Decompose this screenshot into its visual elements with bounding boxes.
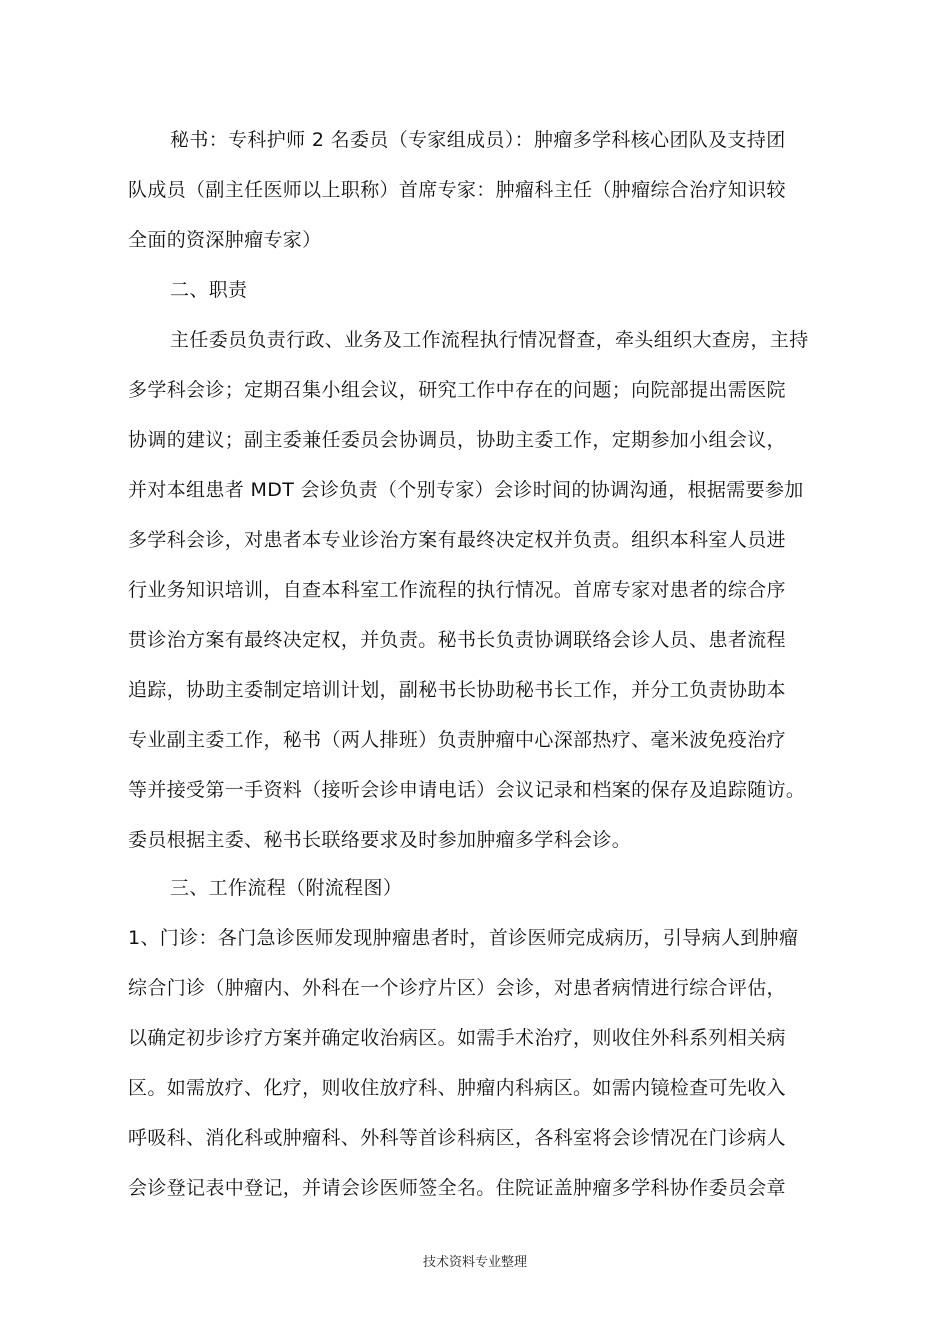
text-line: 会诊登记表中登记，并请会诊医师签全名。住院证盖肿瘤多学科协作委员会章 [128,1177,786,1199]
section-heading: 二、职责 [170,279,248,301]
section-heading: 三、工作流程（附流程图） [170,877,403,899]
text-line: 以确定初步诊疗方案并确定收治病区。如需手术治疗，则收住外科系列相关病 [128,1027,786,1049]
text-line: 协调的建议；副主委兼任委员会协调员，协助主委工作，定期参加小组会议， [128,429,786,451]
text-line: 追踪，协助主委制定培训计划，副秘书长协助秘书长工作，并分工负责协助本 [128,679,786,701]
text-line: 呼吸科、消化科或肿瘤科、外科等首诊科病区，各科室将会诊情况在门诊病人 [128,1127,786,1149]
text-line: 委员根据主委、秘书长联络要求及时参加肿瘤多学科会诊。 [128,829,632,851]
text-line: 等并接受第一手资料（接听会诊申请电话）会议记录和档案的保存及追踪随访。 [128,779,806,801]
text-line: 秘书：专科护师 2 名委员（专家组成员）：肿瘤多学科核心团队及支持团 [170,129,786,151]
text-line: 专业副主委工作，秘书（两人排班）负责肿瘤中心深部热疗、毫米波免疫治疗 [128,729,786,751]
text-line: 并对本组患者 MDT 会诊负责（个别专家）会诊时间的协调沟通，根据需要参加 [128,479,804,501]
text-line: 全面的资深肿瘤专家） [128,229,322,251]
text-line: 队成员（副主任医师以上职称）首席专家：肿瘤科主任（肿瘤综合治疗知识较 [128,179,786,201]
text-line: 区。如需放疗、化疗，则收住放疗科、肿瘤内科病区。如需内镜检查可先收入 [128,1077,786,1099]
text-line: 主任委员负责行政、业务及工作流程执行情况督查，牵头组织大查房，主持 [170,329,809,351]
text-line: 贯诊治方案有最终决定权，并负责。秘书长负责协调联络会诊人员、患者流程 [128,629,786,651]
text-line: 多学科会诊，对患者本专业诊治方案有最终决定权并负责。组织本科室人员进 [128,529,786,551]
text-line: 多学科会诊；定期召集小组会议，研究工作中存在的问题；向院部提出需医院 [128,379,786,401]
text-line: 1、门诊：各门急诊医师发现肿瘤患者时，首诊医师完成病历，引导病人到肿瘤 [128,927,799,949]
page-footer: 技术资料专业整理 [422,1255,527,1270]
text-line: 行业务知识培训，自查本科室工作流程的执行情况。首席专家对患者的综合序 [128,579,786,601]
text-line: 综合门诊（肿瘤内、外科在一个诊疗片区）会诊，对患者病情进行综合评估， [128,977,786,999]
